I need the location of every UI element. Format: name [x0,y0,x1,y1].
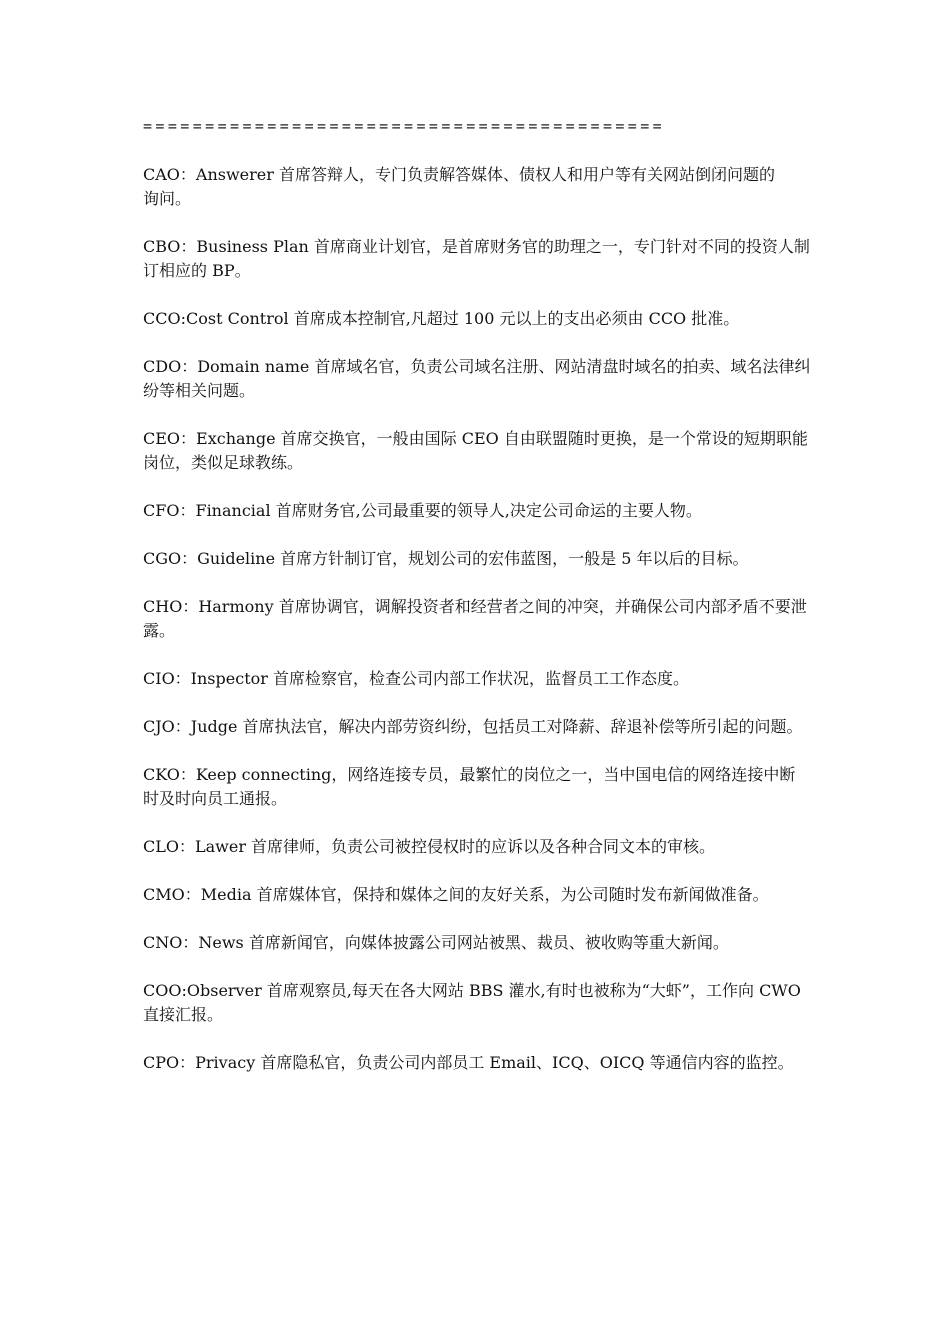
entry-cco: CCO:Cost Control 首席成本控制官,凡超过 100 元以上的支出必须由 CCO 批准。 [143,309,740,328]
entry-clo: CLO：Lawer 首席律师，负责公司被控侵权时的应诉以及各种合同文本的审核。 [143,837,716,856]
entry-cpo: CPO：Privacy 首席隐私官，负责公司内部员工 Email、ICQ、OICQ 等通信内容的监控。 [143,1053,794,1072]
entry-cfo: CFO：Financial 首席财务官,公司最重要的领导人,决定公司命运的主要人物。 [143,501,702,520]
entry-ceo: CEO：Exchange 首席交换官，一般由国际 CEO 自由联盟随时更换，是一个常设的短期职能岗位，类似足球教练。 [143,429,808,472]
entry-cno: CNO：News 首席新闻官，向媒体披露公司网站被黑、裁员、被收购等重大新闻。 [143,933,729,952]
entry-cdo: CDO：Domain name 首席域名官，负责公司域名注册、网站清盘时域名的拍卖、域名法律纠纷等相关问题。 [143,357,811,400]
entry-cio: CIO：Inspector 首席检察官，检查公司内部工作状况，监督员工工作态度。 [143,669,689,688]
entry-cko: CKO：Keep connecting，网络连接专员，最繁忙的岗位之一，当中国电信的网络连接中断时及时向员工通报。 [143,765,796,808]
entry-cgo: CGO：Guideline 首席方针制订官，规划公司的宏伟蓝图，一般是 5 年以后的目标。 [143,549,749,568]
entry-cao: CAO：Answerer 首席答辩人，专门负责解答媒体、债权人和用户等有关网站倒闭问题的 询问。 [143,165,776,208]
entry-cmo: CMO：Media 首席媒体官，保持和媒体之间的友好关系，为公司随时发布新闻做准备。 [143,885,769,904]
entry-cho: CHO：Harmony 首席协调官，调解投资者和经营者之间的冲突，并确保公司内部矛盾不要泄露。 [143,597,807,640]
document-body [143,114,811,1099]
entry-coo: COO:Observer 首席观察员,每天在各大网站 BBS 灌水,有时也被称为“大虾”，工作向 CWO 直接汇报。 [143,981,801,1024]
entry-cbo: CBO：Business Plan 首席商业计划官，是首席财务官的助理之一，专门针对不同的投资人制订相应的 BP。 [143,237,810,280]
entry-cjo: CJO：Judge 首席执法官，解决内部劳资纠纷，包括员工对降薪、辞退补偿等所引起的问题。 [143,717,803,736]
separator-line: ========================================== [143,117,666,135]
